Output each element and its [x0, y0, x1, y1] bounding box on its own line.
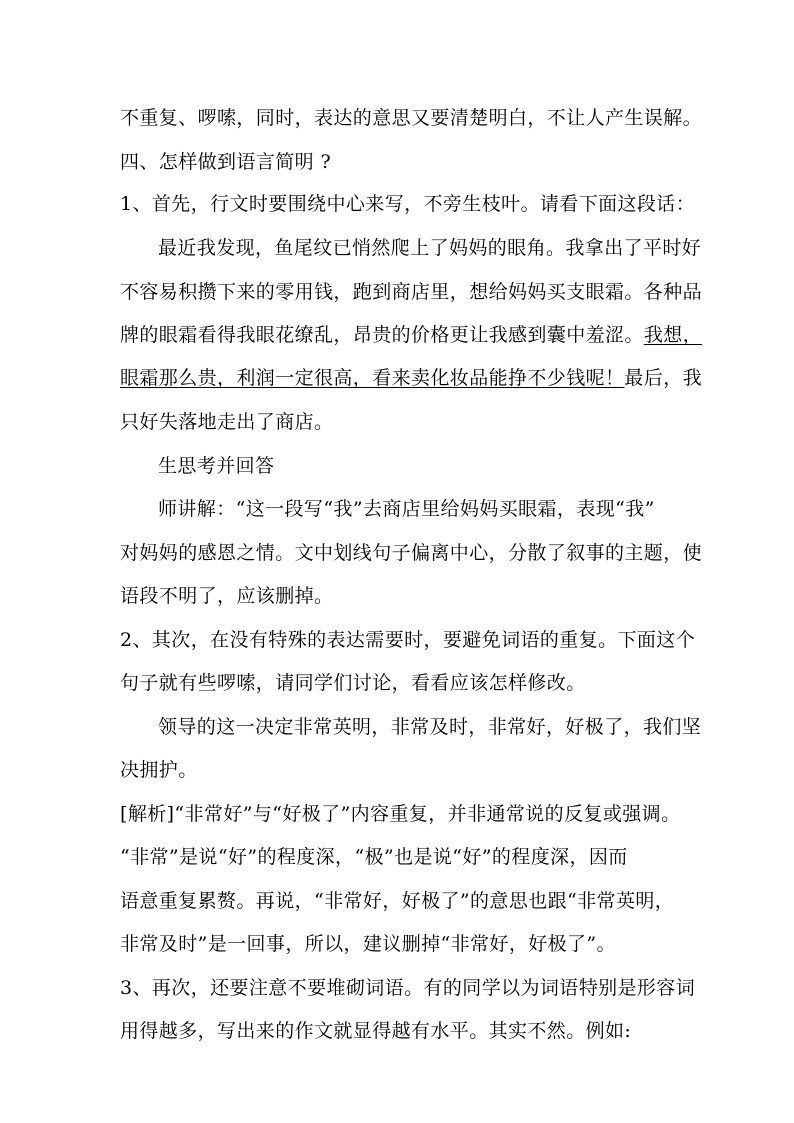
underlined-sentence: 我想，	[643, 324, 703, 346]
example-text: 牌的眼霜看得我眼花缭乱，昂贵的价格更让我感到囊中羞涩。	[120, 324, 644, 346]
example-text: 最后，我	[624, 367, 703, 389]
example-sentence-line: 决拥护。	[120, 759, 198, 781]
teacher-explanation-line: 师讲解：“这一段写“我”去商店里给妈妈买眼霜，表现“我”	[158, 498, 655, 520]
section-heading: 四、怎样做到语言简明 ?	[120, 151, 332, 173]
student-prompt-line: 生思考并回答	[158, 455, 275, 477]
point-two-line: 句子就有些啰嗦，请同学们讨论，看看应该怎样修改。	[120, 672, 586, 694]
analysis-line: [解析]“非常好”与“好极了”内容重复，并非通常说的反复或强调。	[120, 803, 681, 825]
example-paragraph-line	[120, 323, 702, 347]
analysis-line: “非常”是说“好”的程度深，“极”也是说“好”的程度深，因而	[120, 846, 628, 868]
analysis-line: 语意重复累赘。再说，“非常好，好极了”的意思也跟“非常英明，	[120, 890, 675, 912]
body-line: 不重复、啰嗦，同时，表达的意思又要清楚明白，不让人产生误解。	[120, 107, 703, 129]
example-sentence-line: 领导的这一决定非常英明，非常及时，非常好，好极了，我们坚	[158, 716, 702, 738]
point-two-line: 2、其次，在没有特殊的表达需要时，要避免词语的重复。下面这个	[120, 629, 696, 651]
example-paragraph-line: 最近我发现，鱼尾纹已悄然爬上了妈妈的眼角。我拿出了平时好	[158, 237, 702, 259]
example-paragraph-line	[120, 366, 702, 390]
teacher-explanation-line: 对妈妈的感恩之情。文中划线句子偏离中心，分散了叙事的主题，使	[120, 542, 703, 564]
example-paragraph-line: 不容易积攒下来的零用钱，跑到商店里，想给妈妈买支眼霜。各种品	[120, 281, 703, 303]
underlined-sentence: 眼霜那么贵，利润一定很高，看来卖化妆品能挣不少钱呢！	[120, 367, 625, 389]
example-paragraph-line: 只好失落地走出了商店。	[120, 411, 334, 433]
point-one-line: 1、首先，行文时要围绕中心来写，不旁生枝叶。请看下面这段话：	[120, 193, 696, 215]
analysis-line: 非常及时”是一回事，所以，建议删掉“非常好，好极了”。	[120, 933, 616, 955]
point-three-line: 3、再次，还要注意不要堆砌词语。有的同学以为词语特别是形容词	[120, 977, 696, 999]
teacher-explanation-line: 语段不明了，应该删掉。	[120, 585, 334, 607]
point-three-line: 用得越多，写出来的作文就显得越有水平。其实不然。例如:	[120, 1020, 632, 1042]
